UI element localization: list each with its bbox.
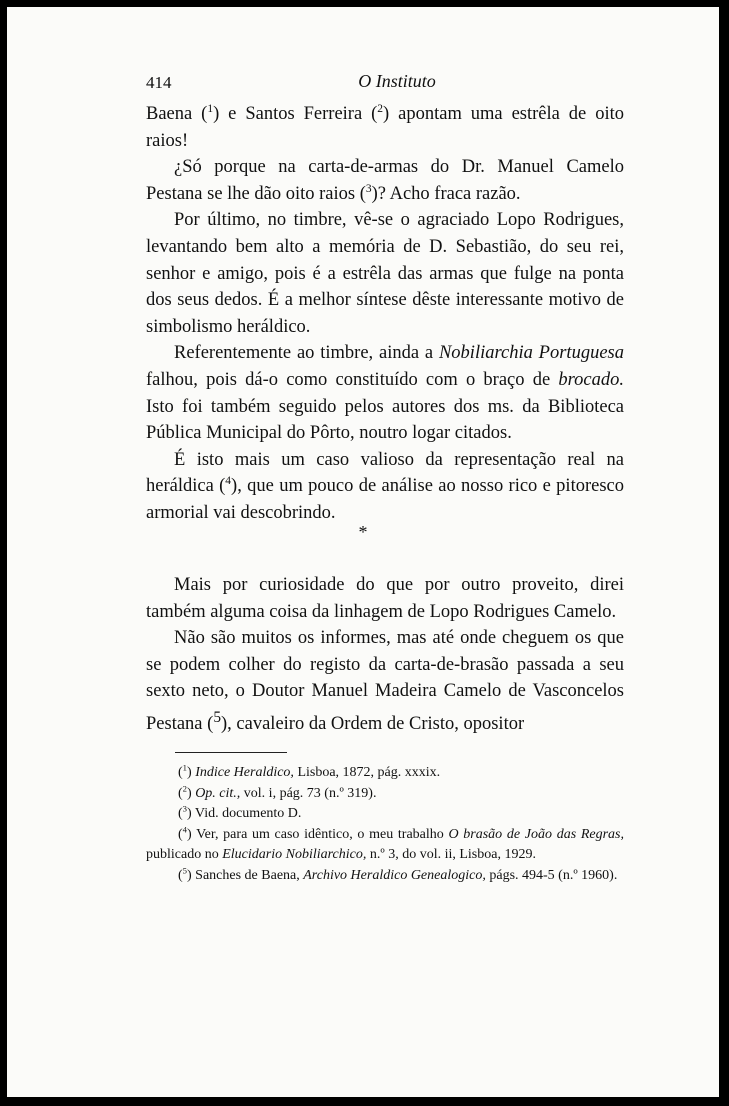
text-run: ) Vid. documento D.	[187, 806, 302, 822]
footnote	[146, 804, 624, 825]
text-run: ), cavaleiro da Ordem de Cristo, opositor	[221, 714, 525, 735]
footnote-ref: 4	[182, 824, 188, 835]
paragraph	[146, 625, 624, 738]
italic-text: O brasão de João das Regras,	[448, 826, 625, 842]
section-separator: *	[358, 522, 368, 542]
paragraph	[146, 101, 624, 154]
footnote-ref: 4	[225, 475, 232, 488]
footnote-ref: 2	[182, 782, 188, 793]
text-run: Lisboa, 1872, pág. xxxix.	[293, 765, 441, 780]
paragraph	[146, 340, 624, 446]
footnote-ref: 1	[207, 102, 214, 115]
paragraph	[146, 572, 624, 625]
text-run: (	[178, 785, 183, 801]
text-run: Isto foi também seguido pelos autores dos ms. da Biblioteca Pública Municipal do Pôrto, noutro logar citados.	[146, 396, 624, 444]
text-run: falhou, pois dá-o como constituído com o braço de	[146, 369, 559, 390]
italic-text: Archivo Heraldico Genealogico,	[303, 867, 486, 883]
footnote-divider	[175, 752, 287, 753]
italic-text: Elucidario Nobiliarchico,	[222, 847, 367, 863]
footnote	[146, 866, 624, 887]
text-run: Referentemente ao timbre, ainda a	[174, 343, 439, 364]
footnote-ref: 3	[365, 182, 372, 195]
text-run: )	[187, 785, 196, 801]
text-run: (	[178, 806, 183, 822]
page	[7, 7, 719, 1097]
footnote-ref: 1	[182, 762, 188, 773]
text-run: É isto mais um caso valioso da representação real na heráldica (	[146, 449, 624, 497]
footnote-ref: 2	[377, 102, 384, 115]
text-run: Por último, no timbre, vê-se o agraciado Lopo Rodrigues, levantando bem alto a memória de D. Sebastião, do seu rei, senhor e amigo, pois é a estrêla das armas que fulge na ponta dos seus dedos. É a melhor síntese dêste interessante motivo de simbolismo heráldico.	[146, 210, 624, 337]
footnote-ref: 5	[213, 708, 222, 726]
italic-text: Indice Heraldico,	[195, 765, 294, 780]
footnote	[146, 784, 624, 805]
text-run: vol. i, pág. 73 (n.º 319).	[240, 785, 377, 801]
text-run: ) Sanches de Baena,	[187, 867, 304, 883]
text-run: ) e Santos Ferreira (	[213, 104, 378, 124]
footnote	[146, 763, 624, 784]
footnote-ref: 3	[182, 803, 188, 814]
italic-text: Op. cit.,	[195, 785, 241, 801]
footnote-ref: 5	[182, 865, 188, 876]
text-run: n.º 3, do vol. ii, Lisboa, 1929.	[366, 847, 536, 863]
text-run: publicado no	[146, 847, 223, 863]
paragraph	[146, 447, 624, 527]
text-run: ¿Só porque na carta-de-armas do Dr. Manuel Camelo Pestana se lhe dão oito raios (	[146, 157, 624, 204]
text-run: ) Ver, para um caso idêntico, o meu trabalho	[187, 826, 449, 842]
text-run: Mais por curiosidade do que por outro proveito, direi também alguma coisa da linhagem de Lopo Rodrigues Camelo.	[146, 575, 624, 622]
main-text-top	[146, 101, 624, 527]
text-run: págs. 494-5 (n.º 1960).	[485, 867, 618, 883]
text-run: (	[178, 826, 183, 842]
main-text-bottom	[146, 572, 624, 738]
text-run: ) apontam uma estrêla de oito raios!	[146, 104, 625, 151]
italic-text: brocado.	[558, 369, 624, 390]
text-run: )	[187, 765, 196, 780]
italic-text: Nobiliarchia Portuguesa	[438, 343, 624, 364]
running-title: O Instituto	[358, 71, 436, 91]
text-run: ), que um pouco de análise ao nosso rico e pitoresco armorial vai descobrindo.	[146, 476, 624, 523]
text-run: Baena (	[146, 104, 208, 124]
footnote	[146, 825, 624, 866]
footnotes	[146, 763, 624, 887]
text-run: (	[178, 867, 183, 883]
text-run: (	[178, 765, 183, 780]
paragraph	[146, 207, 624, 340]
page-number: 414	[146, 73, 172, 92]
text-run: Não são muitos os informes, mas até onde cheguem os que se podem colher do registo da carta-de-brasão passada a seu sexto neto, o Doutor Manuel Madeira Camelo de Vasconcelos Pestana (	[146, 628, 624, 735]
paragraph	[146, 154, 624, 207]
text-run: )? Acho fraca razão.	[371, 183, 521, 204]
